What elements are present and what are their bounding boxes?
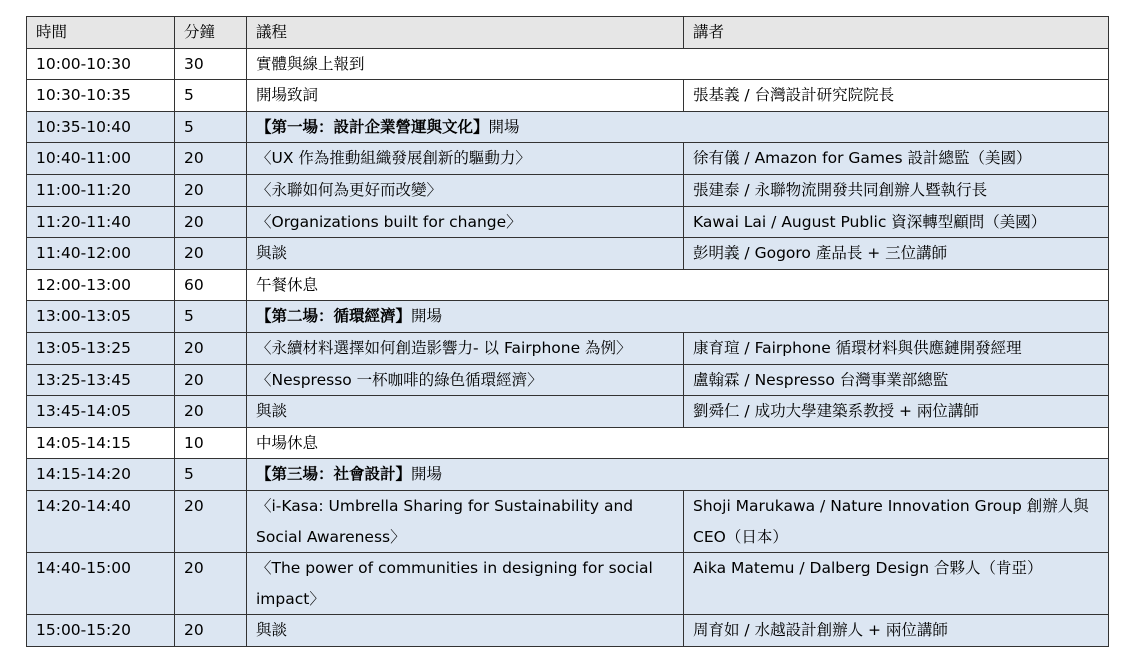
minutes-cell: 20 xyxy=(175,332,247,364)
time-cell: 13:45-14:05 xyxy=(27,396,175,428)
minutes-cell: 5 xyxy=(175,111,247,143)
table-row xyxy=(27,269,1109,301)
minutes-cell: 60 xyxy=(175,269,247,301)
time-cell: 10:00-10:30 xyxy=(27,48,175,80)
time-cell: 11:00-11:20 xyxy=(27,174,175,206)
table-row xyxy=(27,427,1109,459)
time-cell: 13:00-13:05 xyxy=(27,301,175,333)
table-row xyxy=(27,615,1109,647)
minutes-cell: 20 xyxy=(175,553,247,615)
minutes-cell: 20 xyxy=(175,364,247,396)
table-row xyxy=(27,396,1109,428)
speaker-cell: Shoji Marukawa / Nature Innovation Group 創辦人與 CEO（日本） xyxy=(684,490,1109,552)
minutes-cell: 5 xyxy=(175,459,247,491)
session-cell xyxy=(247,459,1109,491)
table-row xyxy=(27,80,1109,112)
session-cell: 中場休息 xyxy=(247,427,1109,459)
time-cell: 10:40-11:00 xyxy=(27,143,175,175)
time-cell: 15:00-15:20 xyxy=(27,615,175,647)
minutes-cell: 20 xyxy=(175,206,247,238)
session-title: 【第二場：循環經濟】 xyxy=(256,307,412,326)
header-time: 時間 xyxy=(27,17,175,49)
time-cell: 13:25-13:45 xyxy=(27,364,175,396)
speaker-cell: 劉舜仁 / 成功大學建築系教授 + 兩位講師 xyxy=(684,396,1109,428)
minutes-cell: 30 xyxy=(175,48,247,80)
table-row xyxy=(27,238,1109,270)
session-title: 【第三場：社會設計】 xyxy=(256,465,412,484)
session-cell: 與談 xyxy=(247,238,684,270)
session-cell: 〈i-Kasa: Umbrella Sharing for Sustainability and Social Awareness〉 xyxy=(247,490,684,552)
session-cell: 〈永續材料選擇如何創造影響力- 以 Fairphone 為例〉 xyxy=(247,332,684,364)
session-cell: 與談 xyxy=(247,615,684,647)
header-row xyxy=(27,17,1109,49)
session-cell: 〈永聯如何為更好而改變〉 xyxy=(247,174,684,206)
time-cell: 13:05-13:25 xyxy=(27,332,175,364)
time-cell: 14:40-15:00 xyxy=(27,553,175,615)
table-row xyxy=(27,206,1109,238)
speaker-cell: 張基義 / 台灣設計研究院院長 xyxy=(684,80,1109,112)
time-cell: 14:20-14:40 xyxy=(27,490,175,552)
speaker-cell: 盧翰霖 / Nespresso 台灣事業部總監 xyxy=(684,364,1109,396)
session-suffix: 開場 xyxy=(488,117,520,136)
speaker-cell: Aika Matemu / Dalberg Design 合夥人（肯亞） xyxy=(684,553,1109,615)
session-cell: 〈UX 作為推動組織發展創新的驅動力〉 xyxy=(247,143,684,175)
session-cell xyxy=(247,111,1109,143)
minutes-cell: 20 xyxy=(175,143,247,175)
table-row xyxy=(27,553,1109,615)
table-row xyxy=(27,490,1109,552)
table-row xyxy=(27,48,1109,80)
session-cell: 開場致詞 xyxy=(247,80,684,112)
time-cell: 10:35-10:40 xyxy=(27,111,175,143)
session-header-row xyxy=(27,301,1109,333)
time-cell: 11:20-11:40 xyxy=(27,206,175,238)
minutes-cell: 10 xyxy=(175,427,247,459)
table-row xyxy=(27,364,1109,396)
session-header-row xyxy=(27,459,1109,491)
time-cell: 12:00-13:00 xyxy=(27,269,175,301)
speaker-cell: 徐有儀 / Amazon for Games 設計總監（美國） xyxy=(684,143,1109,175)
minutes-cell: 20 xyxy=(175,238,247,270)
header-session: 議程 xyxy=(247,17,684,49)
session-cell: 午餐休息 xyxy=(247,269,1109,301)
time-cell: 14:05-14:15 xyxy=(27,427,175,459)
session-cell xyxy=(247,301,1109,333)
speaker-cell: 周育如 / 水越設計創辦人 + 兩位講師 xyxy=(684,615,1109,647)
table-row xyxy=(27,143,1109,175)
session-suffix: 開場 xyxy=(411,307,443,326)
minutes-cell: 20 xyxy=(175,615,247,647)
session-cell: 實體與線上報到 xyxy=(247,48,1109,80)
table-row xyxy=(27,332,1109,364)
speaker-cell: 康育瑄 / Fairphone 循環材料與供應鏈開發經理 xyxy=(684,332,1109,364)
session-header-row xyxy=(27,111,1109,143)
speaker-cell: 彭明義 / Gogoro 產品長 + 三位講師 xyxy=(684,238,1109,270)
speaker-cell: Kawai Lai / August Public 資深轉型顧問（美國） xyxy=(684,206,1109,238)
table-row xyxy=(27,174,1109,206)
minutes-cell: 5 xyxy=(175,80,247,112)
agenda-table xyxy=(26,16,1109,647)
header-speaker: 講者 xyxy=(684,17,1109,49)
header-minutes: 分鐘 xyxy=(175,17,247,49)
minutes-cell: 20 xyxy=(175,396,247,428)
session-cell: 〈Organizations built for change〉 xyxy=(247,206,684,238)
session-cell: 與談 xyxy=(247,396,684,428)
time-cell: 14:15-14:20 xyxy=(27,459,175,491)
speaker-cell: 張建泰 / 永聯物流開發共同創辦人暨執行長 xyxy=(684,174,1109,206)
session-cell: 〈The power of communities in designing for social impact〉 xyxy=(247,553,684,615)
minutes-cell: 20 xyxy=(175,174,247,206)
minutes-cell: 5 xyxy=(175,301,247,333)
time-cell: 10:30-10:35 xyxy=(27,80,175,112)
time-cell: 11:40-12:00 xyxy=(27,238,175,270)
session-title: 【第一場：設計企業營運與文化】 xyxy=(256,117,489,136)
minutes-cell: 20 xyxy=(175,490,247,552)
session-suffix: 開場 xyxy=(411,465,443,484)
session-cell: 〈Nespresso 一杯咖啡的綠色循環經濟〉 xyxy=(247,364,684,396)
